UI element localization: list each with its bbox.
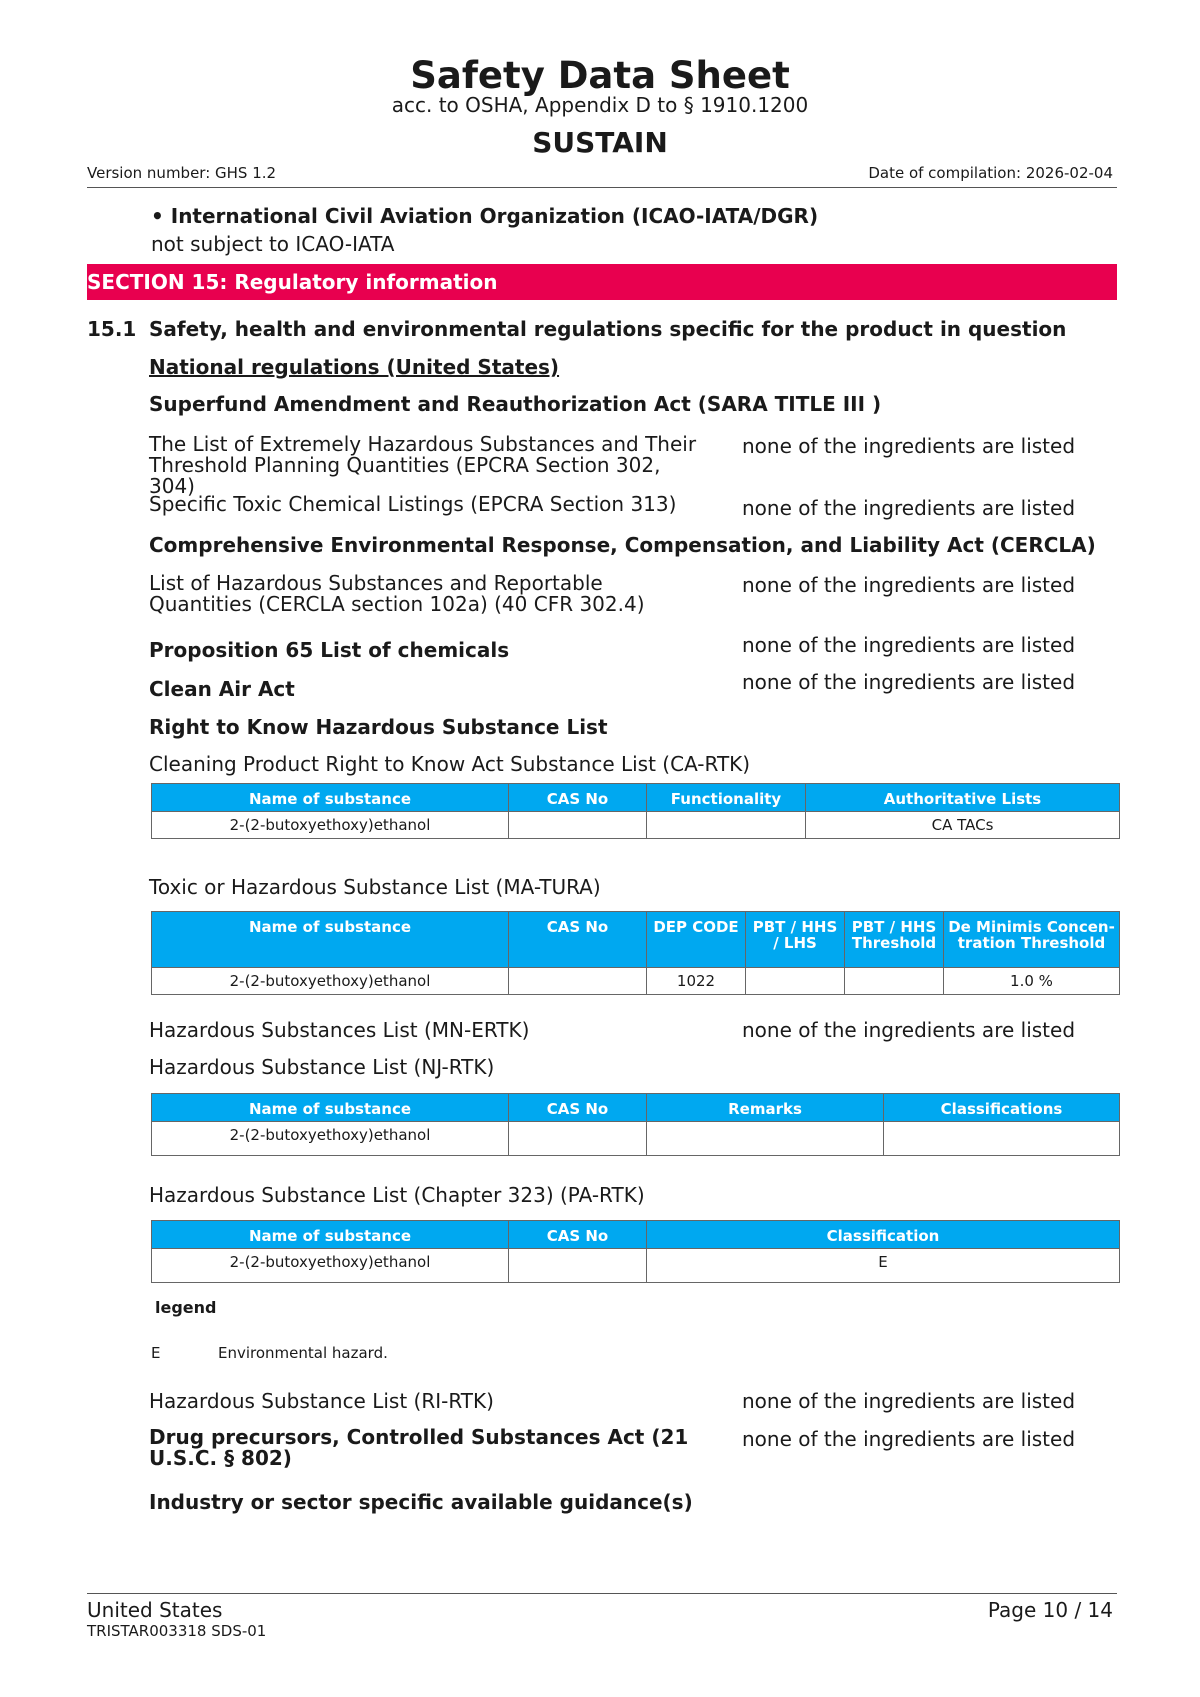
column-header: PBT / HHS / LHS — [746, 912, 845, 968]
tri-value: none of the ingredients are listed — [742, 496, 1076, 520]
column-header: CAS No — [509, 784, 647, 812]
cercla-label: List of Hazardous Substances and Reportable Quantities (CERCLA section 102a) (40 CFR 302.4) — [149, 571, 645, 616]
table-cell — [746, 968, 845, 995]
column-header: De Minimis Concen-tration Threshold — [944, 912, 1120, 968]
legend-description: Environmental hazard. — [218, 1344, 388, 1362]
table-cell — [647, 812, 806, 839]
product-name: SUSTAIN — [532, 126, 668, 159]
rtk-heading: Right to Know Hazardous Substance List — [149, 715, 608, 739]
column-header: CAS No — [509, 912, 647, 968]
table-cell: E — [647, 1249, 1120, 1283]
subsection-number: 15.1 — [87, 317, 137, 341]
column-header: Classifications — [884, 1094, 1120, 1122]
table-cell — [509, 968, 647, 995]
drug-precursors-value: none of the ingredients are listed — [742, 1427, 1076, 1451]
compilation-date: Date of compilation: 2026-02-04 — [868, 164, 1113, 182]
icao-heading: • International Civil Aviation Organization (ICAO-IATA/DGR) — [151, 204, 819, 228]
table-row — [152, 812, 1120, 839]
column-header: Authoritative Lists — [806, 784, 1120, 812]
guidance-heading: Industry or sector specific available guidance(s) — [149, 1490, 693, 1514]
tri-label: Specific Toxic Chemical Listings (EPCRA Section 313) — [149, 492, 677, 516]
table-cell: CA TACs — [806, 812, 1120, 839]
footer-divider — [87, 1593, 1117, 1594]
column-header: Classification — [647, 1221, 1120, 1249]
legend-key: E — [151, 1344, 161, 1362]
column-header: CAS No — [509, 1094, 647, 1122]
ca-rtk-title: Cleaning Product Right to Know Act Substance List (CA-RTK) — [149, 752, 751, 776]
prop65-label: Proposition 65 List of chemicals — [149, 638, 510, 662]
table-row — [152, 1249, 1120, 1283]
mn-ertk-label: Hazardous Substances List (MN-ERTK) — [149, 1018, 530, 1042]
ri-rtk-value: none of the ingredients are listed — [742, 1389, 1076, 1413]
column-header: Remarks — [647, 1094, 884, 1122]
table-cell — [509, 1122, 647, 1156]
nj-rtk-table — [151, 1093, 1120, 1156]
page-number: Page 10 / 14 — [987, 1598, 1113, 1622]
document-title: Safety Data Sheet — [410, 54, 790, 97]
column-header: Name of substance — [152, 784, 509, 812]
table-cell: 2-(2-butoxyethoxy)ethanol — [152, 1122, 509, 1156]
footer-country: United States — [87, 1598, 223, 1622]
table-cell: 1.0 % — [944, 968, 1120, 995]
table-cell: 2-(2-butoxyethoxy)ethanol — [152, 968, 509, 995]
table-row — [152, 968, 1120, 995]
clean-air-act-label: Clean Air Act — [149, 677, 295, 701]
version-number: Version number: GHS 1.2 — [87, 164, 277, 182]
document-subtitle: acc. to OSHA, Appendix D to § 1910.1200 — [391, 93, 809, 117]
pa-rtk-table — [151, 1220, 1120, 1283]
clean-air-act-value: none of the ingredients are listed — [742, 670, 1076, 694]
column-header: Name of substance — [152, 912, 509, 968]
column-header: Functionality — [647, 784, 806, 812]
table-cell — [884, 1122, 1120, 1156]
column-header: Name of substance — [152, 1221, 509, 1249]
nj-rtk-title: Hazardous Substance List (NJ-RTK) — [149, 1055, 495, 1079]
table-cell — [509, 1249, 647, 1283]
section-15-header: SECTION 15: Regulatory information — [87, 264, 1117, 300]
ca-rtk-table — [151, 783, 1120, 839]
icao-text: not subject to ICAO-IATA — [151, 232, 395, 256]
legend-heading: legend — [155, 1298, 217, 1317]
column-header: CAS No — [509, 1221, 647, 1249]
sara-heading: Superfund Amendment and Reauthorization Act (SARA TITLE III ) — [149, 392, 882, 416]
ma-tura-title: Toxic or Hazardous Substance List (MA-TURA) — [149, 875, 601, 899]
ma-tura-table — [151, 911, 1120, 995]
prop65-value: none of the ingredients are listed — [742, 633, 1076, 657]
table-cell: 2-(2-butoxyethoxy)ethanol — [152, 812, 509, 839]
column-header: PBT / HHS Threshold — [845, 912, 944, 968]
table-cell: 2-(2-butoxyethoxy)ethanol — [152, 1249, 509, 1283]
ehs-value: none of the ingredients are listed — [742, 434, 1076, 458]
subsection-title: Safety, health and environmental regulations specific for the product in question — [149, 317, 1067, 341]
ehs-label: The List of Extremely Hazardous Substances and Their Threshold Planning Quantities (EPCRA Section 302, 304) — [149, 432, 697, 498]
column-header: Name of substance — [152, 1094, 509, 1122]
table-cell: 1022 — [647, 968, 746, 995]
table-row — [152, 1122, 1120, 1156]
table-cell — [647, 1122, 884, 1156]
cercla-value: none of the ingredients are listed — [742, 573, 1076, 597]
cercla-heading: Comprehensive Environmental Response, Compensation, and Liability Act (CERCLA) — [149, 533, 1096, 557]
pa-rtk-title: Hazardous Substance List (Chapter 323) (PA-RTK) — [149, 1183, 645, 1207]
national-regulations-heading: National regulations (United States) — [149, 355, 560, 379]
column-header: DEP CODE — [647, 912, 746, 968]
header-divider — [87, 187, 1117, 188]
mn-ertk-value: none of the ingredients are listed — [742, 1018, 1076, 1042]
table-cell — [845, 968, 944, 995]
table-cell — [509, 812, 647, 839]
footer-document-id: TRISTAR003318 SDS-01 — [87, 1622, 267, 1640]
ri-rtk-label: Hazardous Substance List (RI-RTK) — [149, 1389, 494, 1413]
drug-precursors-label: Drug precursors, Controlled Substances Act (21 U.S.C. § 802) — [149, 1425, 689, 1470]
